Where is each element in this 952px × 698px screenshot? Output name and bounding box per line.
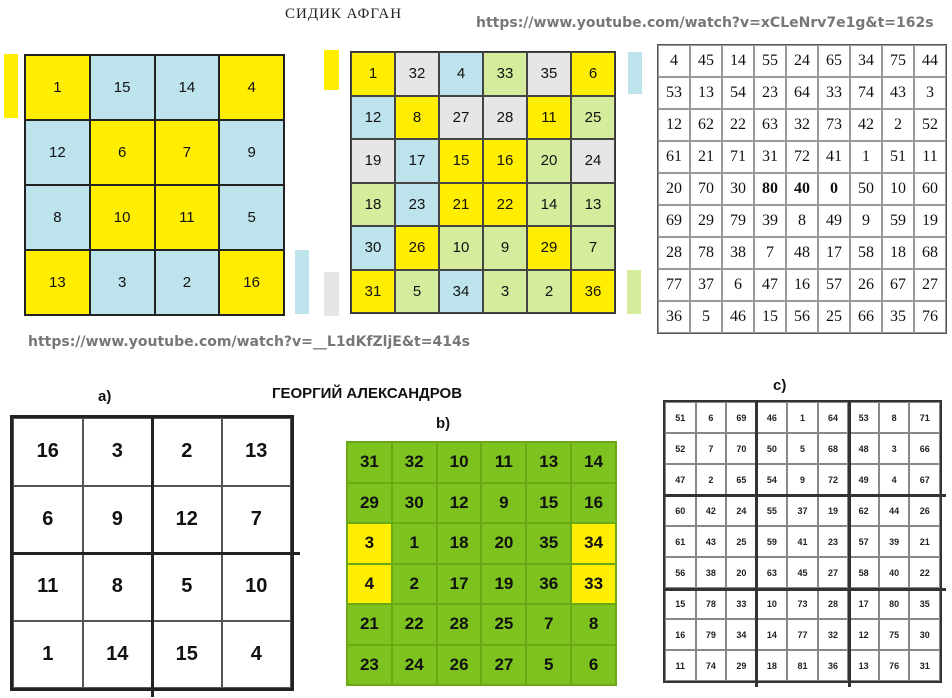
grid-cell: 3 — [483, 270, 527, 314]
grid-cell: 3 — [879, 433, 910, 464]
label-b: b) — [436, 415, 451, 432]
grid-cell: 28 — [483, 96, 527, 140]
grid-cell: 17 — [818, 237, 850, 269]
grid-cell: 6 — [696, 402, 727, 433]
grid-cell: 22 — [483, 183, 527, 227]
grid-cell: 52 — [665, 433, 696, 464]
grid-cell: 45 — [787, 557, 818, 588]
grid-cell: 34 — [726, 619, 757, 650]
grid-a-divider-v — [151, 415, 154, 697]
grid-cell: 21 — [690, 141, 722, 173]
grid-cell: 73 — [818, 109, 850, 141]
grid-cell: 34 — [439, 270, 483, 314]
grid-cell: 15 — [152, 621, 222, 689]
grid-cell: 18 — [757, 650, 788, 681]
grid-cell: 8 — [786, 205, 818, 237]
grid-cell: 54 — [722, 77, 754, 109]
grid-cell: 4 — [658, 45, 690, 77]
grid-cell: 36 — [571, 270, 615, 314]
grid-cell: 9 — [481, 483, 526, 524]
grid-cell: 16 — [13, 418, 83, 486]
grid-cell: 2 — [696, 464, 727, 495]
grid-cell: 59 — [882, 205, 914, 237]
grid-cell: 50 — [850, 173, 882, 205]
grid-cell: 15 — [90, 55, 155, 120]
grid-cell: 64 — [818, 402, 849, 433]
grid-cell: 58 — [848, 557, 879, 588]
grid-cell: 24 — [392, 645, 437, 686]
grid-cell: 30 — [909, 619, 940, 650]
grid-cell: 6 — [722, 269, 754, 301]
grid-cell: 4 — [222, 621, 292, 689]
grid-cell: 65 — [818, 45, 850, 77]
grid-cell: 16 — [665, 619, 696, 650]
grid-cell: 41 — [818, 141, 850, 173]
grid-cell: 25 — [571, 96, 615, 140]
grid-cell: 29 — [347, 483, 392, 524]
author-title-1: СИДИК АФГАН — [285, 6, 403, 22]
grid-cell: 69 — [658, 205, 690, 237]
grid-cell: 3 — [90, 250, 155, 315]
grid-a-divider-h — [10, 552, 300, 555]
grid-cell: 37 — [690, 269, 722, 301]
grid-cell: 8 — [571, 604, 616, 645]
grid-cell: 24 — [726, 495, 757, 526]
grid-cell: 45 — [690, 45, 722, 77]
grid-cell: 19 — [351, 139, 395, 183]
yellow-marker-bar-2 — [324, 50, 339, 90]
grid-cell: 10 — [882, 173, 914, 205]
grid-cell: 48 — [786, 237, 818, 269]
grid-cell: 16 — [483, 139, 527, 183]
grid-cell: 9 — [787, 464, 818, 495]
grid-cell: 14 — [722, 45, 754, 77]
grid-cell: 15 — [665, 588, 696, 619]
grid-cell: 21 — [909, 526, 940, 557]
grid-cell: 16 — [219, 250, 284, 315]
grid-cell: 3 — [347, 523, 392, 564]
grid-cell: 54 — [757, 464, 788, 495]
grid-cell: 32 — [395, 52, 439, 96]
grid-cell: 36 — [658, 301, 690, 333]
grid-cell: 31 — [754, 141, 786, 173]
grid-cell: 10 — [437, 442, 482, 483]
grid-cell: 66 — [850, 301, 882, 333]
grid-cell: 11 — [527, 96, 571, 140]
grid-cell: 1 — [25, 55, 90, 120]
grid-cell: 9 — [483, 226, 527, 270]
grid-cell: 12 — [658, 109, 690, 141]
grid-c-divider-h2 — [663, 588, 946, 591]
grid-cell: 39 — [754, 205, 786, 237]
grid-cell: 17 — [848, 588, 879, 619]
grid-cell: 14 — [155, 55, 220, 120]
grid-cell: 40 — [786, 173, 818, 205]
grid-cell: 24 — [571, 139, 615, 183]
grid-cell: 22 — [392, 604, 437, 645]
grid-cell: 49 — [848, 464, 879, 495]
grid-cell: 78 — [696, 588, 727, 619]
grid-cell: 13 — [690, 77, 722, 109]
grid-cell: 60 — [914, 173, 946, 205]
grid-c-divider-v1 — [755, 400, 758, 687]
grid-cell: 28 — [818, 588, 849, 619]
grid-cell: 1 — [351, 52, 395, 96]
grid-cell: 33 — [818, 77, 850, 109]
grid-cell: 15 — [754, 301, 786, 333]
grid-cell: 21 — [347, 604, 392, 645]
grid-c-divider-h1 — [663, 494, 946, 497]
grid-cell: 65 — [726, 464, 757, 495]
grid-cell: 17 — [437, 564, 482, 605]
grid-cell: 11 — [914, 141, 946, 173]
grid-cell: 44 — [914, 45, 946, 77]
grid-cell: 12 — [437, 483, 482, 524]
grid-cell: 5 — [152, 553, 222, 621]
grid-cell: 11 — [665, 650, 696, 681]
grid-cell: 66 — [909, 433, 940, 464]
grid-cell: 18 — [437, 523, 482, 564]
grid-cell: 1 — [787, 402, 818, 433]
grid-cell: 17 — [395, 139, 439, 183]
grid-cell: 32 — [392, 442, 437, 483]
magic-square-4x4-colored — [24, 54, 285, 316]
grid-cell: 22 — [909, 557, 940, 588]
grid-cell: 3 — [914, 77, 946, 109]
grid-cell: 48 — [848, 433, 879, 464]
grid-cell: 30 — [351, 226, 395, 270]
grid-cell: 56 — [665, 557, 696, 588]
grid-cell: 29 — [527, 226, 571, 270]
grid-cell: 32 — [786, 109, 818, 141]
grid-cell: 43 — [696, 526, 727, 557]
grid-cell: 23 — [754, 77, 786, 109]
grid-cell: 64 — [786, 77, 818, 109]
grid-cell: 6 — [571, 645, 616, 686]
grid-cell: 27 — [914, 269, 946, 301]
grid-cell: 1 — [392, 523, 437, 564]
grid-cell: 33 — [483, 52, 527, 96]
label-a: a) — [98, 388, 112, 405]
grid-cell: 23 — [395, 183, 439, 227]
grid-cell: 25 — [818, 301, 850, 333]
grid-cell: 23 — [347, 645, 392, 686]
magic-square-6x6-colored — [350, 51, 616, 314]
grid-cell: 35 — [909, 588, 940, 619]
grid-cell: 1 — [850, 141, 882, 173]
grid-cell: 58 — [850, 237, 882, 269]
grid-cell: 53 — [658, 77, 690, 109]
grid-cell: 51 — [882, 141, 914, 173]
grid-cell: 73 — [787, 588, 818, 619]
grid-cell: 30 — [392, 483, 437, 524]
grid-cell: 42 — [850, 109, 882, 141]
grid-cell: 31 — [351, 270, 395, 314]
grid-cell: 2 — [155, 250, 220, 315]
grid-cell: 68 — [914, 237, 946, 269]
grid-cell: 38 — [722, 237, 754, 269]
grid-cell: 26 — [850, 269, 882, 301]
grid-cell: 41 — [787, 526, 818, 557]
grid-cell: 11 — [155, 185, 220, 250]
grid-cell: 81 — [787, 650, 818, 681]
grid-cell: 5 — [526, 645, 571, 686]
blue-marker-bar-2 — [295, 250, 309, 314]
magic-square-9x9-numbers — [657, 44, 947, 334]
grid-cell: 63 — [757, 557, 788, 588]
grid-cell: 76 — [914, 301, 946, 333]
grid-cell: 27 — [818, 557, 849, 588]
grid-cell: 11 — [481, 442, 526, 483]
grid-cell: 9 — [850, 205, 882, 237]
grid-cell: 19 — [818, 495, 849, 526]
grid-cell: 13 — [848, 650, 879, 681]
grid-cell: 62 — [690, 109, 722, 141]
grid-cell: 14 — [83, 621, 153, 689]
grid-cell: 27 — [439, 96, 483, 140]
grid-cell: 7 — [155, 120, 220, 185]
grid-cell: 7 — [696, 433, 727, 464]
grid-cell: 26 — [395, 226, 439, 270]
grid-cell: 77 — [658, 269, 690, 301]
magic-square-c — [663, 400, 942, 683]
grid-cell: 62 — [848, 495, 879, 526]
grid-cell: 6 — [90, 120, 155, 185]
grid-cell: 26 — [437, 645, 482, 686]
grid-cell: 71 — [722, 141, 754, 173]
grid-cell: 47 — [754, 269, 786, 301]
grid-cell: 16 — [786, 269, 818, 301]
grid-cell: 55 — [757, 495, 788, 526]
grid-cell: 34 — [850, 45, 882, 77]
magic-square-b — [346, 441, 617, 686]
grid-cell: 8 — [879, 402, 910, 433]
grid-cell: 52 — [914, 109, 946, 141]
grid-cell: 44 — [879, 495, 910, 526]
grid-cell: 72 — [818, 464, 849, 495]
grid-cell: 77 — [787, 619, 818, 650]
grid-cell: 51 — [665, 402, 696, 433]
grid-cell: 5 — [787, 433, 818, 464]
grid-cell: 36 — [818, 650, 849, 681]
author-title-2: ГЕОРГИЙ АЛЕКСАНДРОВ — [272, 385, 463, 402]
grid-cell: 75 — [879, 619, 910, 650]
grid-cell: 29 — [726, 650, 757, 681]
yellow-marker-bar — [4, 54, 18, 118]
grid-cell: 35 — [526, 523, 571, 564]
grid-cell: 13 — [25, 250, 90, 315]
grid-cell: 10 — [222, 553, 292, 621]
grid-cell: 36 — [526, 564, 571, 605]
grid-cell: 27 — [481, 645, 526, 686]
grid-cell: 31 — [909, 650, 940, 681]
grid-cell: 47 — [665, 464, 696, 495]
grid-cell: 11 — [13, 553, 83, 621]
grid-cell: 53 — [848, 402, 879, 433]
grid-cell: 23 — [818, 526, 849, 557]
grid-cell: 19 — [481, 564, 526, 605]
grid-cell: 14 — [571, 442, 616, 483]
grid-cell: 20 — [481, 523, 526, 564]
grid-cell: 43 — [882, 77, 914, 109]
green-marker-bar — [627, 270, 641, 314]
grid-cell: 33 — [726, 588, 757, 619]
grid-cell: 80 — [754, 173, 786, 205]
grid-cell: 79 — [722, 205, 754, 237]
grid-cell: 30 — [722, 173, 754, 205]
grid-cell: 49 — [818, 205, 850, 237]
grid-cell: 46 — [757, 402, 788, 433]
blue-marker-bar — [628, 52, 642, 94]
grid-cell: 46 — [722, 301, 754, 333]
grid-cell: 69 — [726, 402, 757, 433]
grid-cell: 6 — [571, 52, 615, 96]
grid-cell: 63 — [754, 109, 786, 141]
grid-cell: 12 — [848, 619, 879, 650]
grid-cell: 14 — [757, 619, 788, 650]
grid-cell: 9 — [83, 486, 153, 554]
label-c: c) — [773, 377, 787, 394]
grid-cell: 5 — [690, 301, 722, 333]
grid-cell: 60 — [665, 495, 696, 526]
grid-cell: 4 — [879, 464, 910, 495]
grid-cell: 32 — [818, 619, 849, 650]
grid-cell: 8 — [395, 96, 439, 140]
grid-cell: 57 — [848, 526, 879, 557]
grid-cell: 7 — [571, 226, 615, 270]
grid-cell: 31 — [347, 442, 392, 483]
grid-cell: 74 — [696, 650, 727, 681]
grid-cell: 28 — [658, 237, 690, 269]
grid-cell: 22 — [722, 109, 754, 141]
grid-cell: 12 — [152, 486, 222, 554]
grid-cell: 28 — [437, 604, 482, 645]
grid-cell: 71 — [909, 402, 940, 433]
grid-cell: 9 — [219, 120, 284, 185]
grid-cell: 39 — [879, 526, 910, 557]
grid-cell: 25 — [481, 604, 526, 645]
grid-cell: 21 — [439, 183, 483, 227]
grid-cell: 61 — [665, 526, 696, 557]
youtube-link-2[interactable]: https://www.youtube.com/watch?v=__L1dKfZljE&t=414s — [28, 334, 471, 350]
grid-cell: 67 — [909, 464, 940, 495]
grid-cell: 57 — [818, 269, 850, 301]
grid-cell: 67 — [882, 269, 914, 301]
grid-cell: 59 — [757, 526, 788, 557]
grid-cell: 79 — [696, 619, 727, 650]
grid-cell: 80 — [879, 588, 910, 619]
gray-marker-bar — [324, 272, 339, 316]
grid-cell: 5 — [219, 185, 284, 250]
grid-cell: 2 — [392, 564, 437, 605]
youtube-link-1[interactable]: https://www.youtube.com/watch?v=xCLeNrv7e1g&t=162s — [476, 15, 934, 31]
grid-cell: 1 — [13, 621, 83, 689]
grid-cell: 10 — [90, 185, 155, 250]
grid-cell: 2 — [527, 270, 571, 314]
grid-cell: 6 — [13, 486, 83, 554]
grid-cell: 15 — [439, 139, 483, 183]
grid-cell: 34 — [571, 523, 616, 564]
grid-cell: 40 — [879, 557, 910, 588]
grid-cell: 55 — [754, 45, 786, 77]
grid-cell: 4 — [219, 55, 284, 120]
grid-cell: 35 — [882, 301, 914, 333]
grid-cell: 18 — [351, 183, 395, 227]
grid-cell: 13 — [526, 442, 571, 483]
grid-cell: 74 — [850, 77, 882, 109]
grid-cell: 42 — [696, 495, 727, 526]
grid-cell: 12 — [351, 96, 395, 140]
grid-cell: 13 — [571, 183, 615, 227]
grid-cell: 2 — [152, 418, 222, 486]
grid-cell: 10 — [439, 226, 483, 270]
grid-cell: 7 — [526, 604, 571, 645]
grid-cell: 29 — [690, 205, 722, 237]
grid-cell: 70 — [726, 433, 757, 464]
grid-cell: 16 — [571, 483, 616, 524]
grid-cell: 15 — [526, 483, 571, 524]
grid-cell: 7 — [754, 237, 786, 269]
grid-cell: 0 — [818, 173, 850, 205]
grid-cell: 26 — [909, 495, 940, 526]
grid-cell: 10 — [757, 588, 788, 619]
grid-cell: 33 — [571, 564, 616, 605]
grid-cell: 19 — [914, 205, 946, 237]
grid-cell: 8 — [25, 185, 90, 250]
grid-cell: 38 — [696, 557, 727, 588]
grid-cell: 4 — [439, 52, 483, 96]
grid-cell: 7 — [222, 486, 292, 554]
grid-cell: 4 — [347, 564, 392, 605]
grid-cell: 8 — [83, 553, 153, 621]
grid-cell: 20 — [527, 139, 571, 183]
grid-cell: 70 — [690, 173, 722, 205]
grid-cell: 5 — [395, 270, 439, 314]
grid-cell: 56 — [786, 301, 818, 333]
grid-cell: 35 — [527, 52, 571, 96]
grid-cell: 12 — [25, 120, 90, 185]
grid-cell: 13 — [222, 418, 292, 486]
grid-cell: 68 — [818, 433, 849, 464]
grid-cell: 76 — [879, 650, 910, 681]
grid-cell: 78 — [690, 237, 722, 269]
grid-cell: 20 — [658, 173, 690, 205]
grid-cell: 18 — [882, 237, 914, 269]
grid-cell: 50 — [757, 433, 788, 464]
grid-cell: 24 — [786, 45, 818, 77]
grid-cell: 25 — [726, 526, 757, 557]
grid-cell: 14 — [527, 183, 571, 227]
grid-cell: 72 — [786, 141, 818, 173]
grid-cell: 61 — [658, 141, 690, 173]
grid-cell: 3 — [83, 418, 153, 486]
grid-c-divider-v2 — [848, 400, 851, 687]
grid-cell: 2 — [882, 109, 914, 141]
grid-cell: 37 — [787, 495, 818, 526]
grid-cell: 75 — [882, 45, 914, 77]
grid-cell: 20 — [726, 557, 757, 588]
